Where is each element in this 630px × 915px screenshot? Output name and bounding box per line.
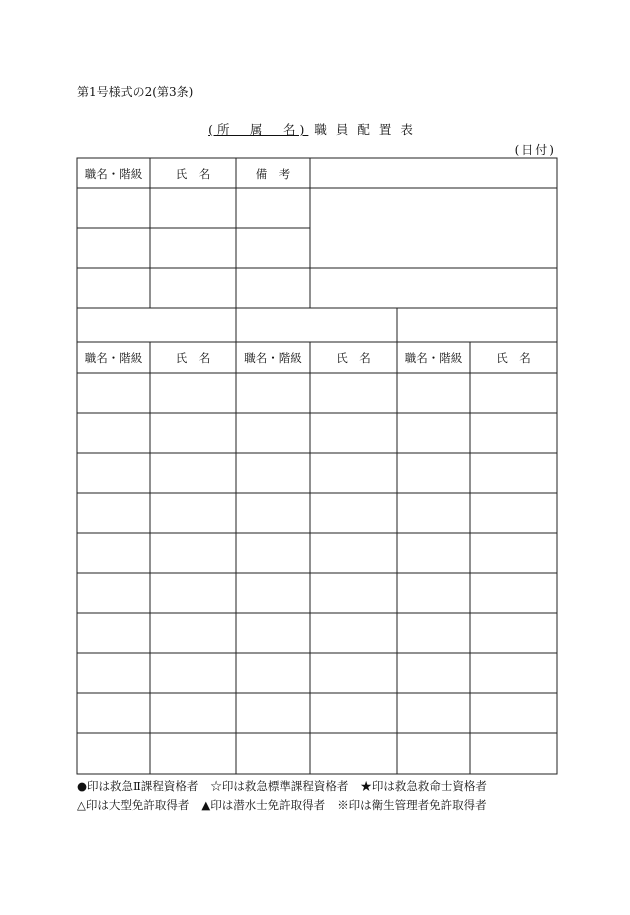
legend-paramedic: ★印は救急救命士資格者 — [360, 779, 487, 793]
bottom-header-name-1: 氏 名 — [175, 351, 211, 365]
table-outer-border — [77, 158, 557, 774]
legend-large-vehicle-license: △印は大型免許取得者 — [77, 798, 190, 812]
date-label: (日付) — [514, 143, 556, 157]
legend-emt-standard: ☆印は救急標準課程資格者 — [210, 779, 349, 793]
legend-emt2: ●印は救急Ⅱ課程資格者 — [77, 779, 199, 793]
top-header-remarks: 備 考 — [255, 167, 291, 181]
title-affiliation: (所 属 名) — [208, 122, 309, 137]
legend-line-1 — [77, 778, 499, 794]
legend-line-2 — [77, 797, 499, 813]
legend-diver-license: ▲印は潜水士免許取得者 — [201, 798, 326, 812]
legend-health-manager-license: ※印は衛生管理者免許取得者 — [337, 798, 487, 812]
bottom-header-position-1: 職名・階級 — [84, 351, 143, 365]
top-header-position: 職名・階級 — [84, 167, 143, 181]
bottom-header-name-2: 氏 名 — [336, 351, 371, 365]
title-main: 職員配置表 — [314, 122, 422, 137]
bottom-header-position-3: 職名・階級 — [404, 351, 463, 365]
bottom-header-position-2: 職名・階級 — [244, 351, 302, 365]
bottom-header-name-3: 氏 名 — [496, 351, 531, 365]
top-header-name: 氏 名 — [175, 167, 211, 181]
form-number: 第1号様式の2(第3条) — [77, 85, 194, 99]
